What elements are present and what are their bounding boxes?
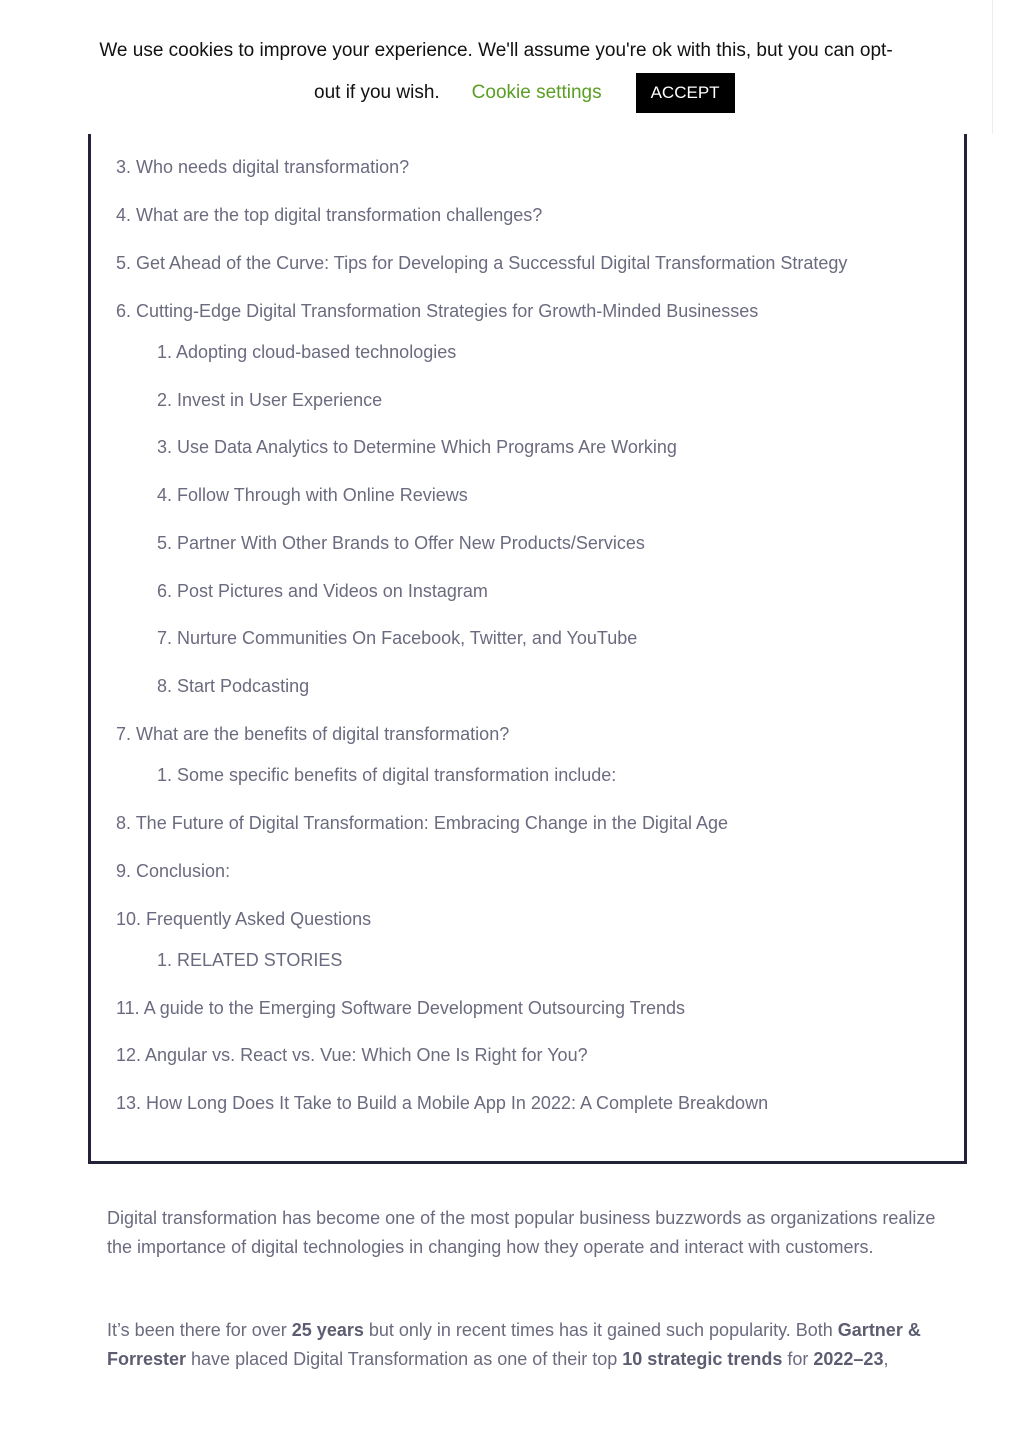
toc-sublink-instagram[interactable]: 6. Post Pictures and Videos on Instagram [157,581,488,601]
toc-link-conclusion[interactable]: 9. Conclusion: [116,861,231,881]
toc-sublink-partner-brands[interactable]: 5. Partner With Other Brands to Offer New Products/Services [157,533,645,553]
cookie-text-clipped [0,36,992,62]
toc-sublink-related-stories[interactable]: 1. RELATED STORIES [157,950,343,970]
bold-text: 10 strategic trends [622,1348,783,1369]
text-run: have placed Digital Transformation as one of their top [186,1348,623,1369]
toc-link-benefits[interactable]: 7. What are the benefits of digital transformation? [116,724,510,744]
toc-sublink-online-reviews[interactable]: 4. Follow Through with Online Reviews [157,485,468,505]
toc-link-mobile-app-time[interactable]: 13. How Long Does It Take to Build a Mobile App In 2022: A Complete Breakdown [116,1093,769,1113]
toc-sublink-specific-benefits[interactable]: 1. Some specific benefits of digital transformation include: [157,765,617,785]
toc-sublink-communities[interactable]: 7. Nurture Communities On Facebook, Twitter, and YouTube [157,628,638,648]
toc-link-angular-react-vue[interactable]: 12. Angular vs. React vs. Vue: Which One Is Right for You? [116,1045,588,1065]
text-run: but only in recent times has it gained such popularity. Both [363,1320,838,1340]
text-run: , [883,1348,889,1369]
toc-link-faq[interactable]: 10. Frequently Asked Questions [116,909,372,929]
toc-link-future[interactable]: 8. The Future of Digital Transformation: Embracing Change in the Digital Age [116,813,728,833]
toc-link-strategy-tips[interactable]: 5. Get Ahead of the Curve: Tips for Developing a Successful Digital Transformation Strategy [116,253,848,273]
toc-link-outsourcing-trends[interactable]: 11. A guide to the Emerging Software Development Outsourcing Trends [116,998,685,1018]
text-run: for [782,1348,814,1369]
text-run: It’s been there for over [107,1320,292,1340]
article-paragraph-history [107,1316,947,1373]
accept-button[interactable]: ACCEPT [636,73,735,113]
cookie-clipped-line: We use cookies to improve your experience. We'll assume you're ok with this, but you can opt- [99,40,893,61]
toc-link-cutting-edge-strategies[interactable]: 6. Cutting-Edge Digital Transformation Strategies for Growth-Minded Businesses [116,301,759,321]
cookie-banner [0,0,993,134]
cookie-actions [314,73,735,113]
toc-link-who-needs[interactable]: 3. Who needs digital transformation? [116,157,410,177]
bold-text: 2022–23 [813,1348,884,1369]
toc-sublink-podcasting[interactable]: 8. Start Podcasting [157,676,310,696]
toc-sublink-user-experience[interactable]: 2. Invest in User Experience [157,390,383,410]
toc-sublink-cloud[interactable]: 1. Adopting cloud-based technologies [157,342,457,362]
bold-text: 25 years [291,1320,364,1340]
bold-text: Gartner & Forrester [107,1320,921,1369]
toc-link-challenges[interactable]: 4. What are the top digital transformation challenges? [116,205,543,225]
toc-sublink-data-analytics[interactable]: 3. Use Data Analytics to Determine Which Programs Are Working [157,437,677,457]
cookie-text: out if you wish. [314,82,440,103]
article-paragraph-intro: Digital transformation has become one of the most popular business buzzwords as organizations realize the importance of digital technologies in changing how they operate and interact with customers. [107,1208,936,1257]
cookie-settings-link[interactable]: Cookie settings [471,82,602,103]
